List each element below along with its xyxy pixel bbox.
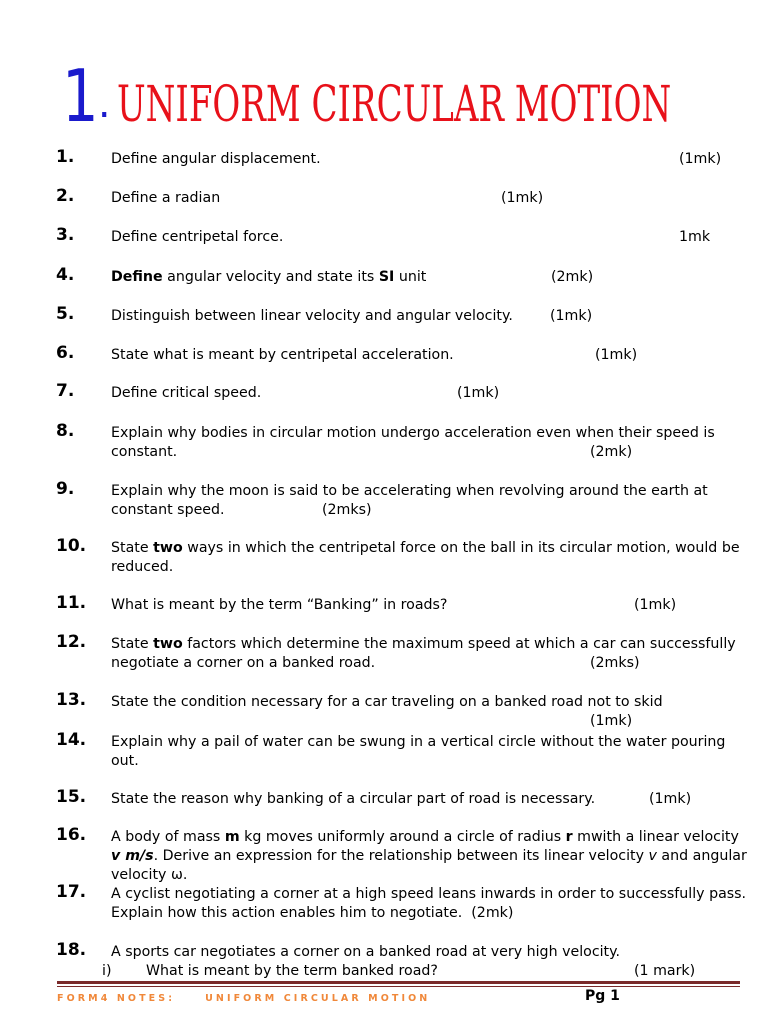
question-marks: (2mk) — [471, 905, 514, 921]
question-text: Define centripetal force. — [111, 229, 284, 245]
question-text: Explain why the moon is said to be accelerating when revolving around the earth at constant speed. — [111, 483, 708, 518]
question-text: State what is meant by centripetal acceleration. — [111, 347, 454, 363]
question-marks: (2mks) — [590, 655, 640, 671]
question-text: Distinguish between linear velocity and angular velocity. — [111, 308, 513, 324]
subquestion-numeral: i) — [102, 963, 112, 979]
question-text — [111, 268, 751, 287]
question-number: 17. — [56, 882, 87, 902]
question-marks: 1mk — [679, 229, 711, 245]
text-fragment: angular velocity and state its — [162, 269, 379, 285]
question-text: Explain why bodies in circular motion undergo acceleration even when their speed is constant. — [111, 425, 715, 460]
title-dot: . — [97, 81, 111, 127]
text-fragment: unit — [394, 269, 427, 285]
text-fragment: mwith a linear velocity — [572, 829, 739, 845]
question-number: 3. — [56, 225, 75, 245]
question-number: 9. — [56, 479, 75, 499]
question-number: 12. — [56, 632, 87, 652]
page-title — [62, 56, 742, 140]
question-text: State the reason why banking of a circular part of road is necessary. — [111, 791, 596, 807]
bold-italic-word: v m/s — [111, 848, 154, 864]
text-fragment: ways in which the centripetal force on the ball in its circular motion, would be reduced. — [111, 540, 740, 575]
subquestion-text: What is meant by the term banked road? — [146, 963, 438, 979]
question-marks: (2mk) — [551, 269, 594, 285]
question-marks: (1mk) — [457, 385, 500, 401]
bold-word: Define — [111, 269, 163, 285]
question-marks: (1mk) — [634, 597, 677, 613]
title-number: 1 — [62, 54, 99, 138]
question-text: A sports car negotiates a corner on a banked road at very high velocity. — [111, 944, 621, 960]
question-marks: (1mk) — [649, 791, 692, 807]
text-fragment: State — [111, 636, 154, 652]
italic-word: v — [648, 848, 657, 864]
bold-word: SI — [378, 269, 395, 285]
text-fragment: State — [111, 540, 154, 556]
page-number: Pg 1 — [585, 988, 620, 1004]
question-number: 15. — [56, 787, 87, 807]
question-text: What is meant by the term “Banking” in roads? — [111, 597, 448, 613]
footer-form-label: FORM4 NOTES: — [57, 993, 176, 1004]
bold-word: m — [224, 829, 240, 845]
question-text: Explain why a pail of water can be swung in a vertical circle without the water pouring out. — [111, 734, 726, 769]
question-text: A cyclist negotiating a corner at a high speed leans inwards in order to successfully pass. Explain how this action enables him to negotiate. (2mk) — [111, 886, 747, 921]
question-text: Define angular displacement. — [111, 151, 321, 167]
bold-word: two — [153, 540, 183, 556]
footer-topic: UNIFORM CIRCULAR MOTION — [205, 993, 431, 1004]
question-text — [111, 828, 751, 885]
text-fragment: . Derive an expression for the relationship between its linear velocity — [153, 848, 649, 864]
question-number: 8. — [56, 421, 75, 441]
question-number: 11. — [56, 593, 87, 613]
title-text: UNIFORM CIRCULAR MOTION — [116, 75, 671, 133]
question-number: 10. — [56, 536, 87, 556]
text-fragment: kg moves uniformly around a circle of radius — [239, 829, 566, 845]
footer-rule-thin — [57, 986, 740, 987]
footer-label — [57, 993, 430, 1004]
text-fragment: factors which determine the maximum speed at which a car can successfully negotiate a corner on a banked road. — [111, 636, 736, 671]
question-number: 5. — [56, 304, 75, 324]
question-number: 14. — [56, 730, 87, 750]
question-marks: (2mks) — [322, 502, 372, 518]
question-number: 2. — [56, 186, 75, 206]
question-number: 7. — [56, 381, 75, 401]
subquestion-marks: (1 mark) — [634, 963, 696, 979]
question-text — [111, 635, 751, 673]
text-fragment: A body of mass — [111, 829, 225, 845]
question-marks: (1mk) — [501, 190, 544, 206]
bold-word: two — [153, 636, 183, 652]
question-marks: (2mk) — [590, 444, 633, 460]
question-number: 1. — [56, 147, 75, 167]
question-number: 6. — [56, 343, 75, 363]
question-number: 16. — [56, 825, 87, 845]
question-marks: (1mk) — [595, 347, 638, 363]
question-marks: (1mk) — [679, 151, 722, 167]
question-marks: (1mk) — [550, 308, 593, 324]
question-text: Define critical speed. — [111, 385, 262, 401]
text-fragment: and angular velocity ω. — [111, 848, 747, 883]
question-text: State the condition necessary for a car traveling on a banked road not to skid — [111, 694, 663, 710]
question-marks: (1mk) — [590, 713, 633, 729]
question-text — [111, 539, 751, 577]
question-text: Define a radian — [111, 190, 221, 206]
question-number: 13. — [56, 690, 87, 710]
question-number: 18. — [56, 940, 87, 960]
question-number: 4. — [56, 265, 75, 285]
footer-rule-thick — [57, 981, 740, 984]
bold-word: r — [565, 829, 573, 845]
